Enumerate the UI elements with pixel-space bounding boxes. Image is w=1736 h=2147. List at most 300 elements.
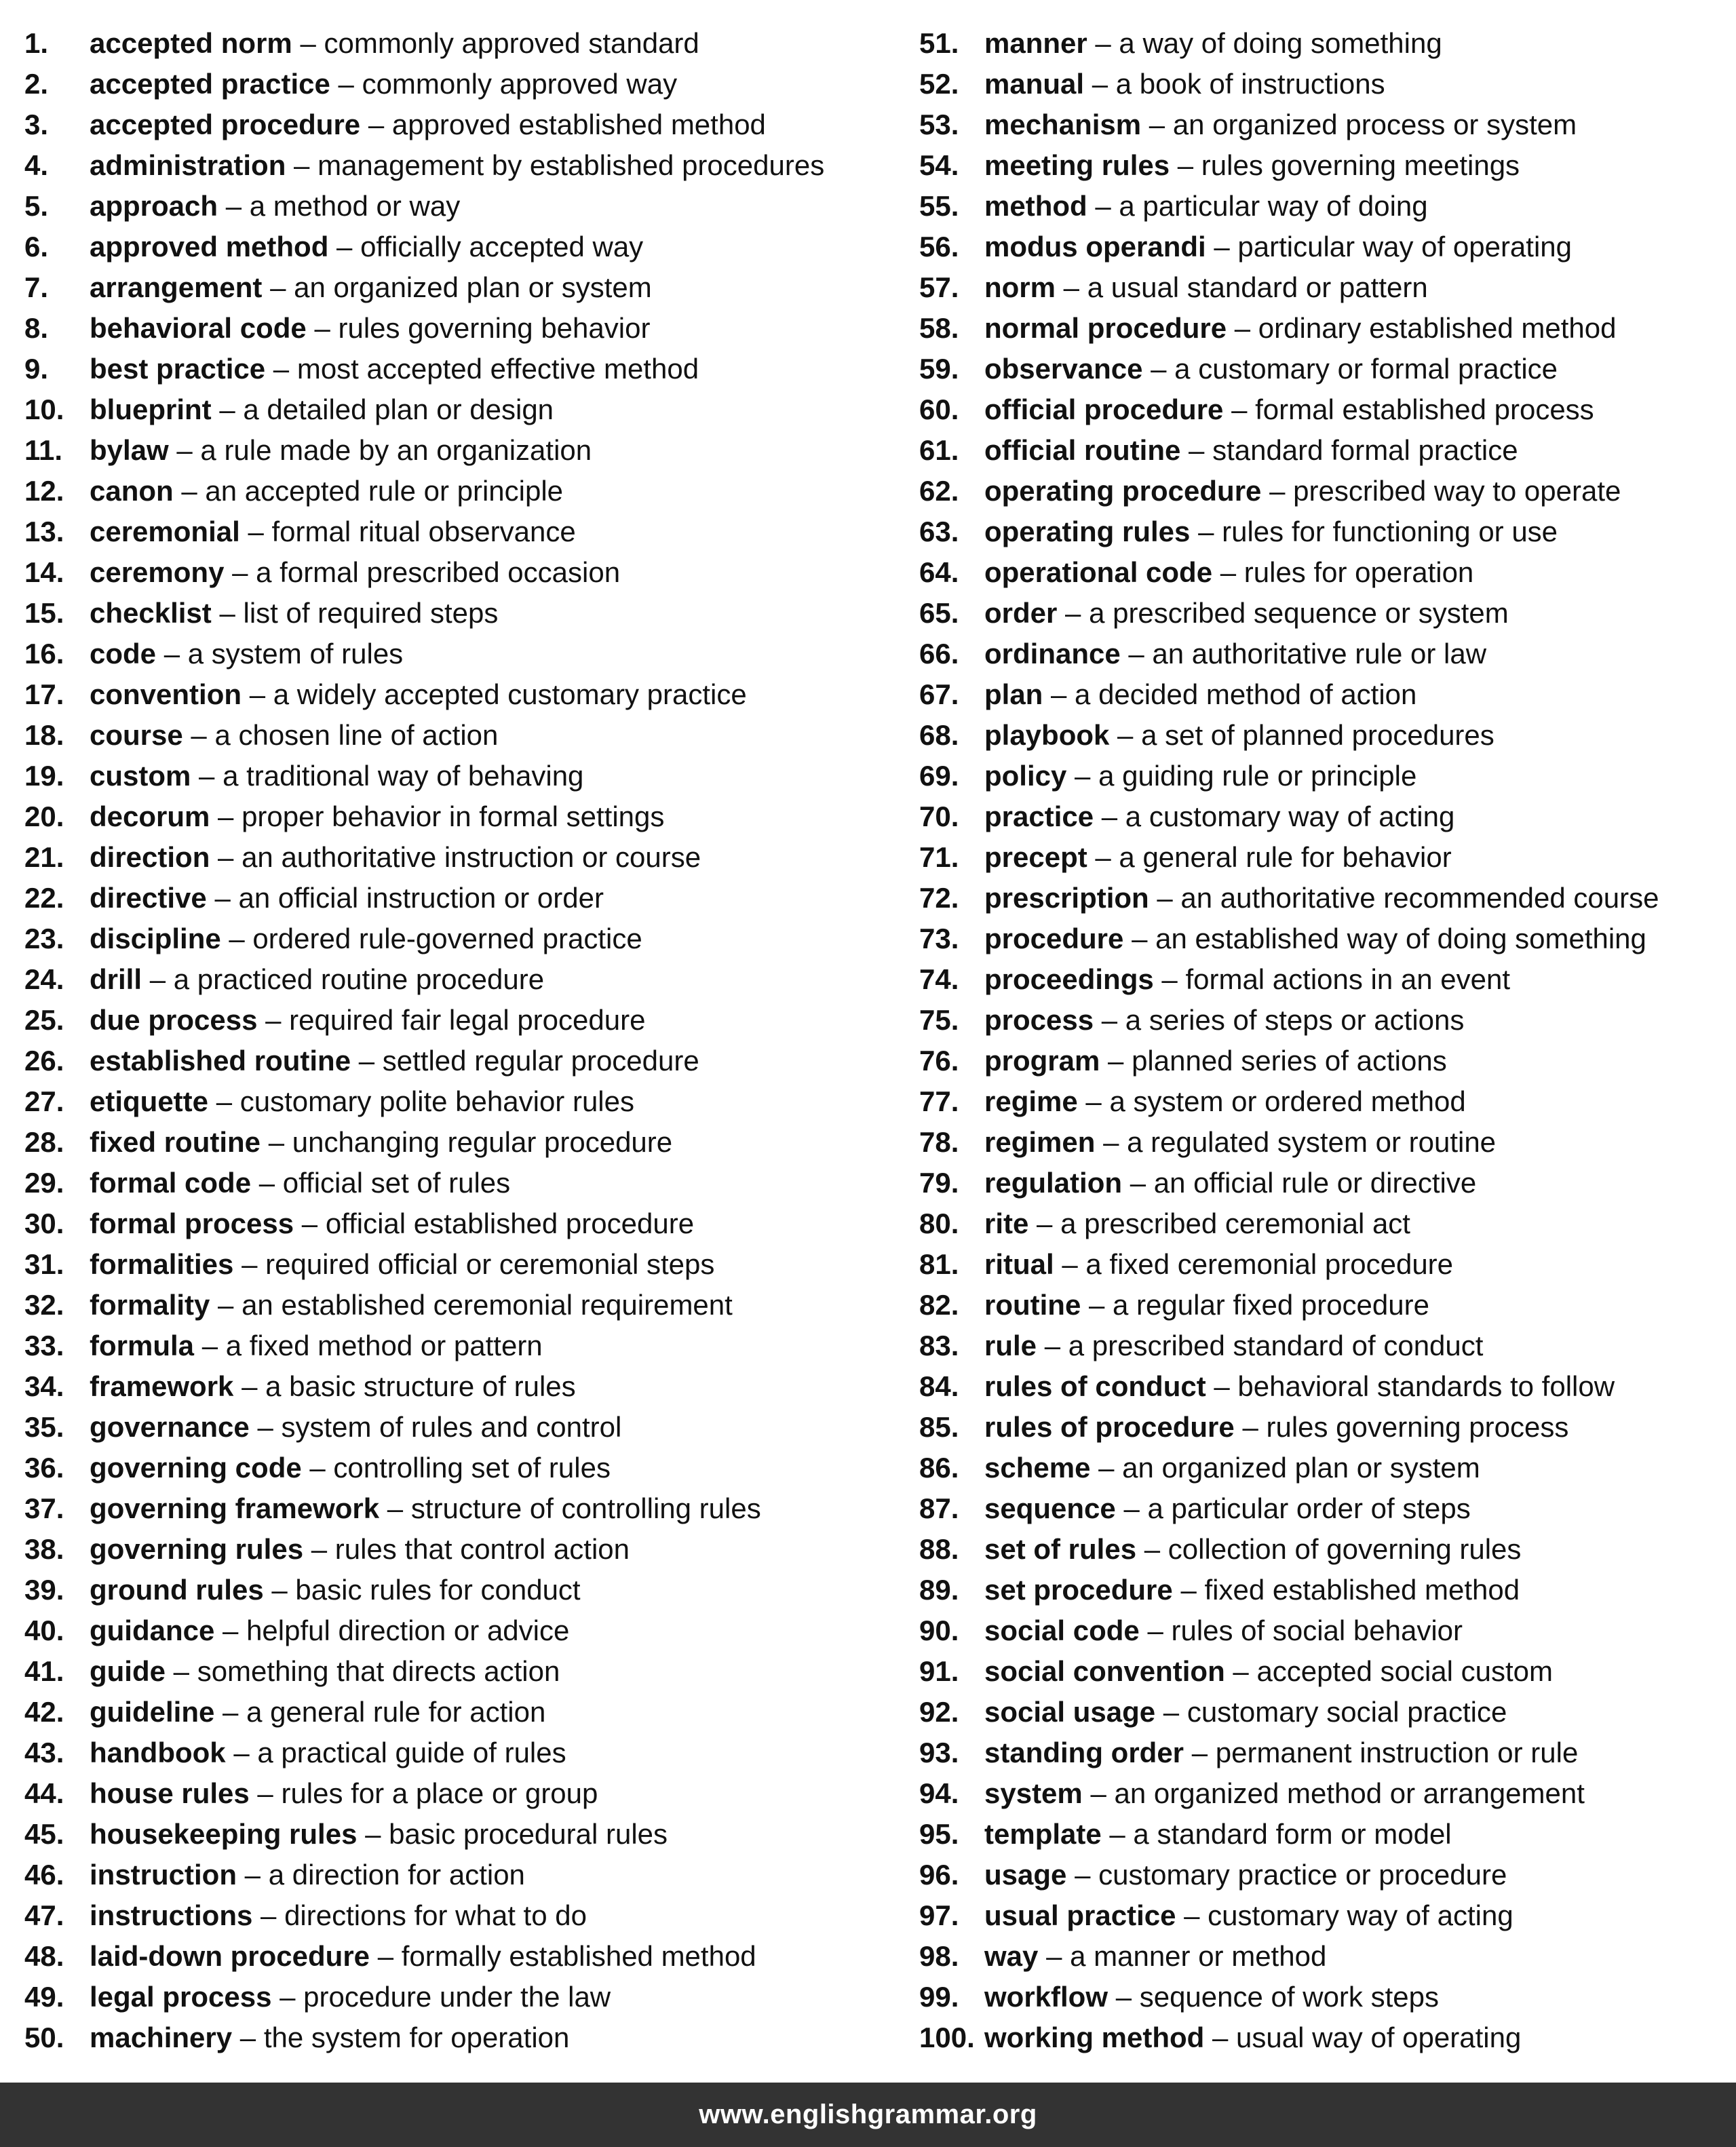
item-definition: approved established method <box>391 109 766 140</box>
item-number: 65. <box>919 597 959 629</box>
item-definition: a fixed method or pattern <box>225 1330 543 1361</box>
item-text <box>90 1692 545 1733</box>
item-separator: – <box>279 1981 296 2013</box>
item-number: 9. <box>24 353 49 385</box>
item-definition: a way of doing something <box>1119 27 1442 59</box>
item-definition: prescribed way to operate <box>1293 475 1621 507</box>
list-item <box>919 1855 1733 1895</box>
list-item <box>24 1977 906 2017</box>
item-separator: – <box>1090 1777 1106 1809</box>
item-number: 77. <box>919 1085 959 1117</box>
item-definition: system of rules and control <box>281 1411 622 1443</box>
item-definition: most accepted effective method <box>296 353 699 385</box>
item-term: decorum <box>90 800 210 832</box>
item-text <box>984 349 1558 389</box>
item-text <box>984 1814 1452 1855</box>
item-separator: – <box>311 1533 328 1565</box>
item-number: 100. <box>919 2022 975 2053</box>
item-definition: a method or way <box>249 190 461 222</box>
item-separator: – <box>1130 1167 1146 1199</box>
item-text <box>984 23 1442 64</box>
item-separator: – <box>273 353 290 385</box>
item-text <box>90 674 747 715</box>
list-item <box>919 1773 1733 1814</box>
item-term: formality <box>90 1289 210 1321</box>
item-separator: – <box>1147 1614 1163 1646</box>
item-text <box>984 1773 1585 1814</box>
item-number: 97. <box>919 1899 959 1931</box>
item-separator: – <box>1075 1859 1091 1891</box>
item-separator: – <box>268 1126 285 1158</box>
list-item <box>919 1285 1733 1326</box>
item-definition: an authoritative rule or law <box>1152 638 1487 670</box>
list-item <box>919 471 1733 511</box>
list-item <box>24 918 906 959</box>
list-item <box>24 1895 906 1936</box>
item-text <box>90 756 583 796</box>
item-number: 99. <box>919 1981 959 2013</box>
item-number: 26. <box>24 1045 64 1077</box>
item-separator: – <box>1212 2022 1229 2053</box>
item-term: ceremonial <box>90 516 240 547</box>
item-number: 80. <box>919 1207 959 1239</box>
item-separator: – <box>1085 1085 1102 1117</box>
list-item <box>919 837 1733 878</box>
item-term: method <box>984 190 1087 222</box>
list-item <box>919 1366 1733 1407</box>
item-term: rule <box>984 1330 1037 1361</box>
item-number: 82. <box>919 1289 959 1321</box>
item-text <box>984 1448 1480 1488</box>
list-item <box>919 1610 1733 1651</box>
item-number: 78. <box>919 1126 959 1158</box>
item-separator: – <box>1132 923 1148 954</box>
item-term: sequence <box>984 1492 1116 1524</box>
item-term: behavioral code <box>90 312 307 344</box>
item-number: 6. <box>24 231 49 263</box>
item-number: 50. <box>24 2022 64 2053</box>
list-item <box>919 1081 1733 1122</box>
item-separator: – <box>223 1614 239 1646</box>
item-definition: customary practice or procedure <box>1098 1859 1507 1891</box>
item-term: official procedure <box>984 393 1224 425</box>
word-list-right-column <box>919 23 1733 2058</box>
item-definition: required official or ceremonial steps <box>265 1248 715 1280</box>
item-number: 52. <box>919 68 959 100</box>
item-text <box>90 552 620 593</box>
list-item <box>919 145 1733 186</box>
item-separator: – <box>1103 1126 1119 1158</box>
item-number: 92. <box>919 1696 959 1728</box>
item-number: 35. <box>24 1411 64 1443</box>
item-number: 48. <box>24 1940 64 1972</box>
item-separator: – <box>239 2022 256 2053</box>
item-term: etiquette <box>90 1085 209 1117</box>
item-separator: – <box>223 1696 239 1728</box>
item-number: 63. <box>919 516 959 547</box>
item-term: guide <box>90 1655 166 1687</box>
item-number: 85. <box>919 1411 959 1443</box>
list-item <box>24 634 906 674</box>
item-term: formula <box>90 1330 195 1361</box>
item-separator: – <box>1109 1818 1125 1850</box>
item-term: fixed routine <box>90 1126 261 1158</box>
item-text <box>90 64 677 104</box>
item-number: 39. <box>24 1574 64 1606</box>
item-text <box>984 1326 1483 1366</box>
item-definition: helpful direction or advice <box>246 1614 570 1646</box>
list-item <box>24 837 906 878</box>
item-definition: a decided method of action <box>1075 678 1417 710</box>
item-definition: required fair legal procedure <box>289 1004 646 1036</box>
item-separator: – <box>265 1004 282 1036</box>
item-separator: – <box>1092 68 1108 100</box>
item-separator: – <box>387 1492 404 1524</box>
item-number: 17. <box>24 678 64 710</box>
list-item <box>919 918 1733 959</box>
item-term: regime <box>984 1085 1078 1117</box>
item-term: ceremony <box>90 556 225 588</box>
item-term: operational code <box>984 556 1213 588</box>
list-item <box>919 1570 1733 1610</box>
item-definition: official established procedure <box>325 1207 695 1239</box>
list-item <box>919 1814 1733 1855</box>
item-text <box>984 1610 1463 1651</box>
item-definition: controlling set of rules <box>333 1452 611 1484</box>
item-text <box>90 104 766 145</box>
item-text <box>90 1529 630 1570</box>
item-term: manner <box>984 27 1087 59</box>
item-separator: – <box>1191 1737 1208 1768</box>
item-text <box>984 430 1518 471</box>
list-item <box>24 1936 906 1977</box>
item-text <box>90 634 403 674</box>
item-separator: – <box>1095 841 1111 873</box>
item-text <box>984 511 1558 552</box>
list-item <box>919 186 1733 227</box>
item-separator: – <box>309 1452 326 1484</box>
item-text <box>90 2017 569 2058</box>
item-separator: – <box>257 1777 273 1809</box>
item-text <box>90 1081 634 1122</box>
item-number: 81. <box>919 1248 959 1280</box>
item-definition: fixed established method <box>1204 1574 1520 1606</box>
item-number: 43. <box>24 1737 64 1768</box>
item-term: course <box>90 719 183 751</box>
list-item <box>24 1407 906 1448</box>
item-number: 84. <box>919 1370 959 1402</box>
item-number: 2. <box>24 68 49 100</box>
item-term: code <box>90 638 157 670</box>
footer-url[interactable]: www.englishgrammar.org <box>699 2100 1037 2129</box>
item-separator: – <box>216 1085 233 1117</box>
item-term: mechanism <box>984 109 1142 140</box>
item-text <box>90 145 824 186</box>
item-text <box>984 796 1454 837</box>
item-term: handbook <box>90 1737 226 1768</box>
item-term: guidance <box>90 1614 215 1646</box>
item-number: 41. <box>24 1655 64 1687</box>
item-separator: – <box>248 516 264 547</box>
list-item <box>919 878 1733 918</box>
item-number: 45. <box>24 1818 64 1850</box>
item-separator: – <box>271 1574 288 1606</box>
item-term: due process <box>90 1004 258 1036</box>
item-definition: a particular order of steps <box>1147 1492 1471 1524</box>
item-separator: – <box>1089 1289 1105 1321</box>
item-definition: a practical guide of rules <box>257 1737 566 1768</box>
item-definition: a prescribed ceremonial act <box>1060 1207 1410 1239</box>
list-item <box>24 796 906 837</box>
list-item <box>919 2017 1733 2058</box>
item-definition: a widely accepted customary practice <box>273 678 747 710</box>
item-definition: structure of controlling rules <box>410 1492 761 1524</box>
item-number: 29. <box>24 1167 64 1199</box>
item-number: 71. <box>919 841 959 873</box>
item-text <box>90 430 592 471</box>
item-term: formalities <box>90 1248 234 1280</box>
item-number: 36. <box>24 1452 64 1484</box>
item-definition: usual way of operating <box>1236 2022 1522 2053</box>
item-separator: – <box>1180 1574 1197 1606</box>
item-term: manual <box>984 68 1085 100</box>
item-text <box>90 227 643 267</box>
list-item <box>919 552 1733 593</box>
item-number: 18. <box>24 719 64 751</box>
list-item <box>24 1448 906 1488</box>
list-item <box>24 186 906 227</box>
item-text <box>90 1000 645 1041</box>
item-separator: – <box>242 1248 258 1280</box>
item-definition: a particular way of doing <box>1119 190 1428 222</box>
item-number: 56. <box>919 231 959 263</box>
item-separator: – <box>249 678 266 710</box>
item-separator: – <box>365 1818 381 1850</box>
item-definition: formal ritual observance <box>271 516 576 547</box>
item-definition: an official instruction or order <box>238 882 604 914</box>
item-number: 46. <box>24 1859 64 1891</box>
item-term: house rules <box>90 1777 250 1809</box>
item-text <box>90 1122 672 1163</box>
list-item <box>919 715 1733 756</box>
item-term: working method <box>984 2022 1205 2053</box>
item-term: laid-down procedure <box>90 1940 370 1972</box>
item-term: blueprint <box>90 393 212 425</box>
item-term: set of rules <box>984 1533 1137 1565</box>
item-text <box>984 227 1572 267</box>
item-term: approach <box>90 190 218 222</box>
item-term: procedure <box>984 923 1124 954</box>
item-definition: formal actions in an event <box>1185 963 1511 995</box>
list-item <box>24 593 906 634</box>
item-term: accepted norm <box>90 27 292 59</box>
item-separator: – <box>1144 1533 1161 1565</box>
item-separator: – <box>199 760 215 792</box>
list-item <box>24 64 906 104</box>
item-text <box>984 104 1577 145</box>
item-number: 47. <box>24 1899 64 1931</box>
item-separator: – <box>1117 719 1134 751</box>
item-number: 19. <box>24 760 64 792</box>
item-separator: – <box>1063 271 1080 303</box>
item-separator: – <box>1234 312 1251 344</box>
item-separator: – <box>1051 678 1067 710</box>
item-term: scheme <box>984 1452 1091 1484</box>
item-number: 30. <box>24 1207 64 1239</box>
list-item <box>919 1041 1733 1081</box>
item-text <box>984 471 1621 511</box>
item-text <box>90 1488 761 1529</box>
item-separator: – <box>1242 1411 1258 1443</box>
list-item <box>24 715 906 756</box>
item-term: ritual <box>984 1248 1054 1280</box>
item-separator: – <box>1163 1696 1180 1728</box>
item-term: official routine <box>984 434 1181 466</box>
item-text <box>90 1163 510 1203</box>
item-separator: – <box>1101 800 1118 832</box>
item-separator: – <box>233 1737 250 1768</box>
item-definition: standard formal practice <box>1212 434 1518 466</box>
item-definition: commonly approved way <box>362 68 678 100</box>
item-text <box>90 1814 668 1855</box>
item-definition: a customary or formal practice <box>1174 353 1558 385</box>
item-term: precept <box>984 841 1087 873</box>
item-separator: – <box>300 27 316 59</box>
item-definition: a regular fixed procedure <box>1113 1289 1429 1321</box>
item-separator: – <box>1095 190 1111 222</box>
item-text <box>90 796 664 837</box>
list-item <box>919 430 1733 471</box>
item-separator: – <box>1231 393 1248 425</box>
item-text <box>90 878 604 918</box>
list-item <box>24 1244 906 1285</box>
item-definition: collection of governing rules <box>1168 1533 1522 1565</box>
item-number: 8. <box>24 312 49 344</box>
item-definition: rules for operation <box>1243 556 1474 588</box>
item-separator: – <box>219 393 235 425</box>
item-text <box>90 186 460 227</box>
item-number: 95. <box>919 1818 959 1850</box>
list-item <box>24 1570 906 1610</box>
item-number: 57. <box>919 271 959 303</box>
list-item <box>24 1326 906 1366</box>
list-item <box>919 511 1733 552</box>
item-definition: management by established procedures <box>317 149 825 181</box>
list-item <box>24 1855 906 1895</box>
item-definition: rules of social behavior <box>1171 1614 1463 1646</box>
list-item <box>919 634 1733 674</box>
item-text <box>984 1285 1429 1326</box>
item-term: directive <box>90 882 207 914</box>
item-text <box>984 1651 1553 1692</box>
item-text <box>90 1448 611 1488</box>
list-item <box>919 593 1733 634</box>
item-text <box>90 1570 581 1610</box>
item-separator: – <box>1044 1330 1061 1361</box>
item-separator: – <box>1233 1655 1249 1687</box>
item-separator: – <box>229 923 245 954</box>
item-separator: – <box>1214 1370 1230 1402</box>
list-item <box>919 1651 1733 1692</box>
item-separator: – <box>232 556 248 588</box>
item-term: way <box>984 1940 1039 1972</box>
item-text <box>984 1855 1507 1895</box>
item-separator: – <box>1214 231 1230 263</box>
item-text <box>90 1936 756 1977</box>
item-definition: an official rule or directive <box>1153 1167 1477 1199</box>
item-separator: – <box>1101 1004 1118 1036</box>
list-item <box>919 1733 1733 1773</box>
item-number: 73. <box>919 923 959 954</box>
item-text <box>90 1244 714 1285</box>
item-text <box>984 1244 1453 1285</box>
item-separator: – <box>1189 434 1205 466</box>
item-definition: a series of steps or actions <box>1125 1004 1465 1036</box>
item-definition: planned series of actions <box>1132 1045 1447 1077</box>
item-number: 14. <box>24 556 64 588</box>
item-number: 54. <box>919 149 959 181</box>
item-number: 79. <box>919 1167 959 1199</box>
list-item <box>919 959 1733 1000</box>
item-text <box>984 1041 1447 1081</box>
item-definition: rules governing behavior <box>338 312 651 344</box>
item-definition: an organized method or arrangement <box>1114 1777 1585 1809</box>
item-term: order <box>984 597 1058 629</box>
item-definition: rules for functioning or use <box>1222 516 1558 547</box>
list-item <box>919 1488 1733 1529</box>
item-text <box>984 634 1486 674</box>
item-text <box>90 389 554 430</box>
list-item <box>24 267 906 308</box>
item-separator: – <box>176 434 193 466</box>
item-definition: rules governing meetings <box>1201 149 1520 181</box>
item-definition: basic procedural rules <box>389 1818 668 1850</box>
item-text <box>984 593 1509 634</box>
list-item <box>24 1733 906 1773</box>
list-item <box>24 959 906 1000</box>
item-number: 44. <box>24 1777 64 1809</box>
item-term: instruction <box>90 1859 237 1891</box>
item-number: 49. <box>24 1981 64 2013</box>
item-term: regimen <box>984 1126 1096 1158</box>
item-separator: – <box>1037 1207 1053 1239</box>
item-term: framework <box>90 1370 234 1402</box>
list-item <box>919 1895 1733 1936</box>
item-text <box>984 878 1659 918</box>
item-definition: a basic structure of rules <box>265 1370 576 1402</box>
item-text <box>90 918 642 959</box>
list-item <box>24 1081 906 1122</box>
item-number: 70. <box>919 800 959 832</box>
item-number: 4. <box>24 149 49 181</box>
item-separator: – <box>214 882 231 914</box>
item-separator: – <box>336 231 353 263</box>
item-text <box>984 715 1494 756</box>
item-definition: settled regular procedure <box>382 1045 699 1077</box>
item-definition: the system for operation <box>263 2022 570 2053</box>
item-term: policy <box>984 760 1067 792</box>
item-text <box>90 349 699 389</box>
list-item <box>24 1814 906 1855</box>
item-definition: officially accepted way <box>360 231 644 263</box>
item-separator: – <box>1161 963 1178 995</box>
list-item <box>24 1163 906 1203</box>
item-text <box>90 1610 569 1651</box>
item-number: 20. <box>24 800 64 832</box>
list-item <box>24 756 906 796</box>
item-text <box>984 1081 1466 1122</box>
item-number: 51. <box>919 27 959 59</box>
